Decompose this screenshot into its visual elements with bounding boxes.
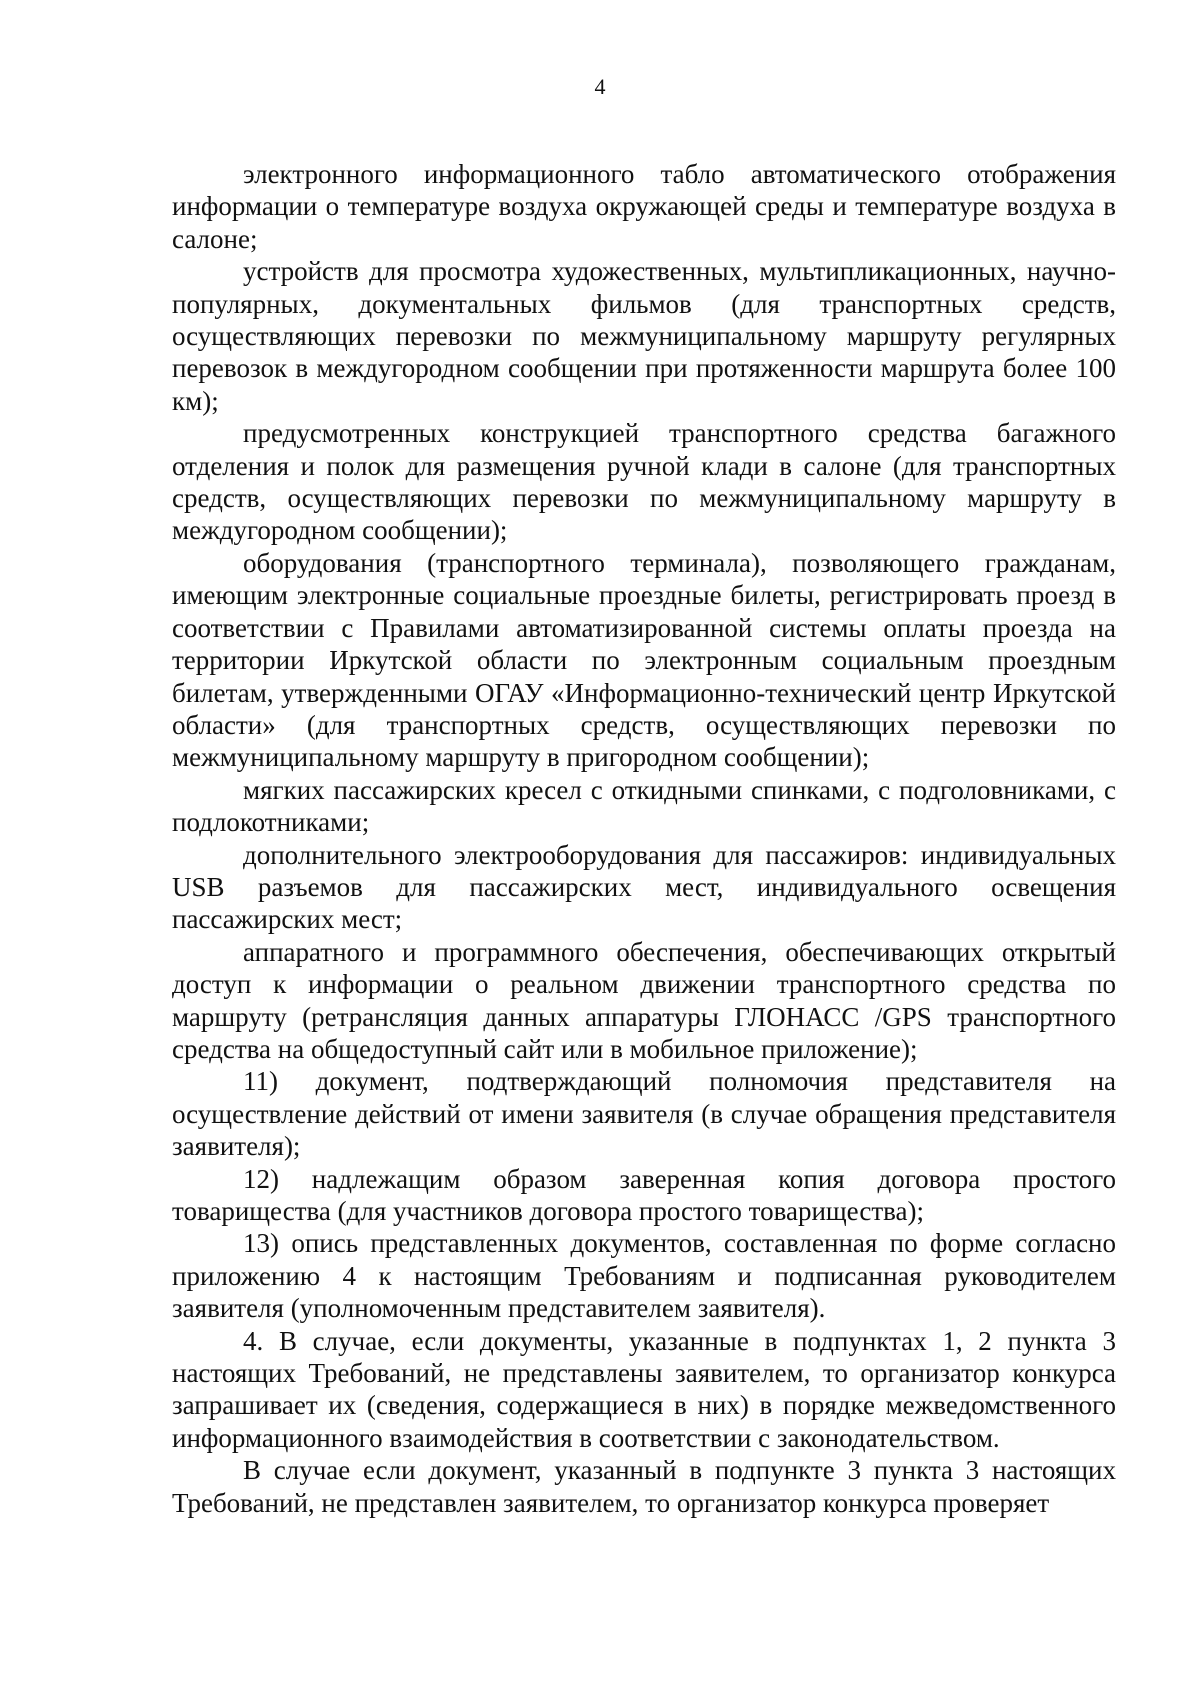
document-body <box>172 158 1116 1519</box>
page-number: 4 <box>594 74 606 99</box>
paragraph-electrical: дополнительного электрооборудования для пассажиров: индивидуальных USB разъемов для пассажирских мест, индивидуального освещения пассажирских мест; <box>172 839 1116 935</box>
paragraph-seats: мягких пассажирских кресел с откидными спинками, с подголовниками, с подлокотниками; <box>172 774 1116 838</box>
paragraph-item-12: 12) надлежащим образом заверенная копия договора простого товарищества (для участников договора простого товарищества); <box>172 1163 1116 1226</box>
paragraph-tablo: электронного информационного табло автоматического отображения информации о температуре воздуха окружающей среды и температуре воздуха в салоне; <box>172 159 1116 254</box>
paragraph-item-11: 11) документ, подтверждающий полномочия представителя на осуществление действий от имени заявителя (в случае обращения представителя заявителя); <box>172 1066 1116 1162</box>
paragraph-continuation: В случае если документ, указанный в подпункте 3 пункта 3 настоящих Требований, не представлен заявителем, то организатор конкурса проверяет <box>172 1455 1116 1518</box>
paragraph-item-13: 13) опись представленных документов, составленная по форме согласно приложению 4 к настоящим Требованиям и подписанная руководителем заявителя (уполномоченным представителем заявителя). <box>172 1228 1116 1324</box>
paragraph-video-devices: устройств для просмотра художественных, мультипликационных, научно-популярных, документальных фильмов (для транспортных средств, осуществляющих перевозки по межмуниципальному маршруту регулярных перевозок в междугородном сообщении при протяженности маршрута более 100 км); <box>172 256 1116 416</box>
paragraph-terminal: оборудования (транспортного терминала), позволяющего гражданам, имеющим электронные социальные проездные билеты, регистрировать проезд в соответствии с Правилами автоматизированной системы оплаты проезда на территории Иркутской области по электронным социальным проездным билетам, утвержденными ОГАУ «Информационно-технический центр Иркутской области» (для транспортных средств, осуществляющих перевозки по межмуниципальному маршруту в пригородном сообщении); <box>172 547 1116 773</box>
paragraph-section-4: 4. В случае, если документы, указанные в подпунктах 1, 2 пункта 3 настоящих Требований, не представлены заявителем, то организатор конкурса запрашивает их (сведения, содержащиеся в них) в порядке межведомственного информационного взаимодействия в соответствии с законодательством. <box>172 1325 1116 1453</box>
paragraph-glonass: аппаратного и программного обеспечения, обеспечивающих открытый доступ к информации о реальном движении транспортного средства по маршруту (ретрансляция данных аппаратуры ГЛОНАСС /GPS транспортного средства на общедоступный сайт или в мобильное приложение); <box>172 936 1116 1064</box>
paragraph-luggage: предусмотренных конструкцией транспортного средства багажного отделения и полок для размещения ручной клади в салоне (для транспортных средств, осуществляющих перевозки по межмуниципальному маршруту в междугородном сообщении); <box>172 418 1116 546</box>
